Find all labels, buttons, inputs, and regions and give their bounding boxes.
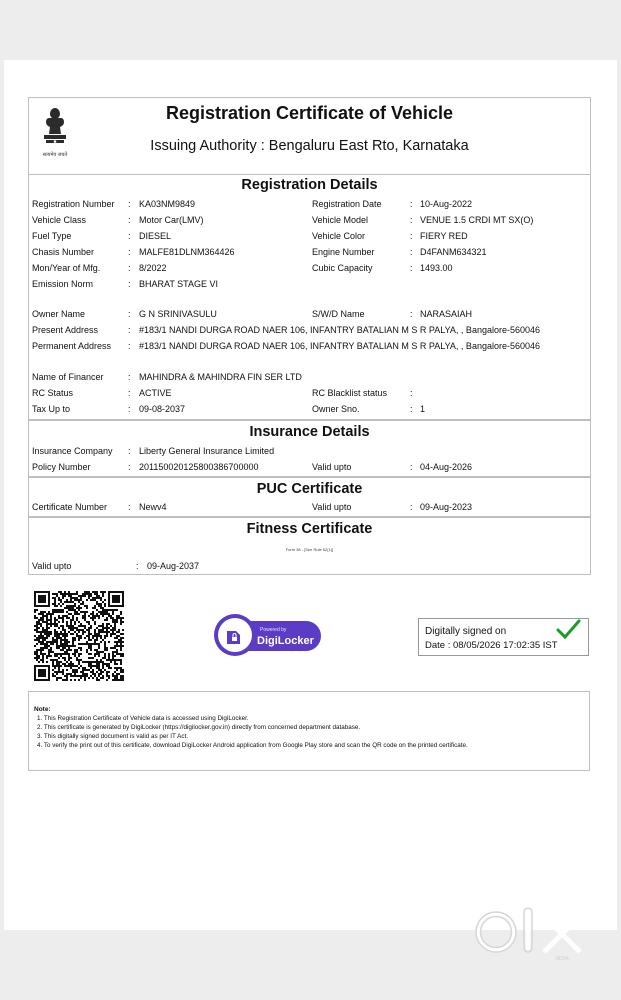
tax-upto: 09-08-2037 (139, 404, 186, 414)
notes-section (28, 691, 590, 771)
fitness-certificate-section (28, 517, 591, 575)
swd-name: NARASAIAH (420, 309, 473, 319)
permanent-address-label: Permanent Address (32, 341, 112, 351)
field-label: Emission Norm (32, 279, 94, 289)
svg-text:INDIA: INDIA (555, 956, 569, 962)
swd-label: S/W/D Name (312, 309, 365, 319)
rc-blacklist-label: RC Blacklist status (312, 388, 388, 398)
field-label: Chasis Number (32, 247, 95, 257)
tax-row: Tax Up to : 09-08-2037 Owner Sno. : 1 (32, 404, 426, 414)
field-label: Vehicle Class (32, 215, 87, 225)
puc-certificate-title: PUC Certificate (256, 481, 363, 497)
note-item: 2. This certificate is generated by DigiLocker (https://digilocker.gov.in) directly from concerned department database. (37, 724, 361, 731)
certificate-title: Registration Certificate of Vehicle (165, 103, 454, 123)
owner-name-label: Owner Name (32, 309, 86, 319)
check-icon (555, 619, 581, 641)
note-item: 4. To verify the print out of this certificate, download DigiLocker Android application from Google Play store and scan the QR code on the printed certificate. (37, 742, 468, 749)
fitness-valid-upto: 09-Aug-2037 (147, 561, 200, 571)
svg-text:सत्यमेव जयते: सत्यमेव जयते (42, 152, 68, 158)
signature-label: Digitally signed on (425, 626, 507, 637)
puc-valid-label: Valid upto (312, 502, 352, 512)
detail-row: Mon/Year of Mfg. : 8/2022 Cubic Capacity : 1493.00 (32, 263, 453, 273)
detail-row: Emission Norm : BHARAT STAGE VI (32, 279, 219, 289)
olx-watermark-logo (472, 904, 590, 962)
field-label: Engine Number (312, 247, 375, 257)
financer-label: Name of Financer (32, 372, 104, 382)
insurance-company: Liberty General Insurance Limited (139, 446, 275, 456)
insurance-details-section (28, 420, 591, 477)
permanent-address: #183/1 NANDI DURGA ROAD NAER 106, INFANTRY BATALIAN M S R PALYA, , Bangalore-560046 (139, 341, 540, 351)
insurance-valid-label: Valid upto (312, 462, 352, 472)
insurance-details-title: Insurance Details (249, 424, 370, 440)
issuing-authority: Issuing Authority : Bengaluru East Rto, Karnataka (150, 138, 469, 154)
fitness-valid-label: Valid upto (32, 561, 72, 571)
puc-cert-label: Certificate Number (32, 502, 108, 512)
owner-sno: 1 (420, 404, 426, 414)
insurance-valid-upto: 04-Aug-2026 (420, 462, 473, 472)
registration-details-section (28, 175, 591, 420)
form-rule-note: Form 38 - [See Rule 62(1)] (285, 547, 334, 552)
puc-certificate-section (28, 477, 591, 517)
rc-status-row: RC Status : ACTIVE RC Blacklist status : (32, 388, 413, 398)
financer-row: Name of Financer : MAHINDRA & MAHINDRA FIN SER LTD (32, 372, 302, 382)
field-value: FIERY RED (420, 231, 468, 241)
note-item: 3. This digitally signed document is valid as per IT Act. (37, 733, 188, 740)
svg-text:DigiLocker: DigiLocker (257, 635, 314, 647)
signature-date: Date : 08/05/2026 17:02:35 IST (425, 640, 558, 651)
detail-row: Fuel Type : DIESEL Vehicle Color : FIERY RED (32, 231, 468, 241)
detail-row: Registration Number : KA03NM9849 Registration Date : 10-Aug-2022 (32, 199, 473, 209)
owner-name: G N SRINIVASULU (139, 309, 217, 319)
insurance-company-row: Insurance Company : Liberty General Insurance Limited (32, 446, 275, 456)
field-value: Motor Car(LMV) (139, 215, 204, 225)
field-value: 8/2022 (139, 263, 167, 273)
field-label: Fuel Type (32, 231, 72, 241)
field-value: KA03NM9849 (139, 199, 196, 209)
field-value: DIESEL (139, 231, 172, 241)
detail-row: Vehicle Class : Motor Car(LMV) Vehicle Model : VENUE 1.5 CRDI MT SX(O) (32, 215, 534, 225)
field-label: Cubic Capacity (312, 263, 373, 273)
digilocker-badge (213, 613, 323, 657)
field-value: 10-Aug-2022 (420, 199, 473, 209)
field-value: VENUE 1.5 CRDI MT SX(O) (420, 215, 534, 225)
policy-row: Policy Number : 201150020125800386700000 Valid upto : 04-Aug-2026 (32, 462, 473, 472)
present-address-row: Present Address : #183/1 NANDI DURGA ROAD NAER 106, INFANTRY BATALIAN M S R PALYA, , Bangalore-560046 (32, 325, 540, 335)
digital-signature-box (418, 618, 589, 656)
puc-valid-upto: 09-Aug-2023 (420, 502, 473, 512)
permanent-address-row: Permanent Address : #183/1 NANDI DURGA ROAD NAER 106, INFANTRY BATALIAN M S R PALYA, , Bangalore-560046 (32, 341, 540, 351)
puc-cert-number: Newv4 (139, 502, 167, 512)
notes-title: Note: (34, 706, 51, 713)
svg-text:Powered by: Powered by (260, 627, 287, 633)
field-value: 1493.00 (420, 263, 453, 273)
note-item: 1. This Registration Certificate of Vehicle data is accessed using DigiLocker. (37, 715, 249, 722)
owner-row: Owner Name : G N SRINIVASULU S/W/D Name : NARASAIAH (32, 309, 473, 319)
owner-sno-label: Owner Sno. (312, 404, 360, 414)
fitness-row: Valid upto : 09-Aug-2037 (32, 561, 200, 571)
policy-label: Policy Number (32, 462, 91, 472)
field-value: D4FANM634321 (420, 247, 487, 257)
rc-status: ACTIVE (139, 388, 172, 398)
tax-label: Tax Up to (32, 404, 71, 414)
field-label: Vehicle Color (312, 231, 366, 241)
present-address: #183/1 NANDI DURGA ROAD NAER 106, INFANTRY BATALIAN M S R PALYA, , Bangalore-560046 (139, 325, 540, 335)
field-value: MALFE81DLNM364426 (139, 247, 235, 257)
financer-name: MAHINDRA & MAHINDRA FIN SER LTD (139, 372, 302, 382)
policy-number: 201150020125800386700000 (139, 462, 259, 472)
fitness-certificate-title: Fitness Certificate (246, 521, 373, 537)
certificate-header (28, 97, 591, 175)
field-label: Registration Date (312, 199, 382, 209)
field-value: BHARAT STAGE VI (139, 279, 219, 289)
puc-row: Certificate Number : Newv4 Valid upto : 09-Aug-2023 (32, 502, 473, 512)
rc-status-label: RC Status (32, 388, 74, 398)
detail-row: Chasis Number : MALFE81DLNM364426 Engine Number : D4FANM634321 (32, 247, 487, 257)
field-label: Registration Number (32, 199, 115, 209)
registration-details-title: Registration Details (241, 177, 378, 193)
present-address-label: Present Address (32, 325, 99, 335)
field-label: Vehicle Model (312, 215, 369, 225)
insurance-company-label: Insurance Company (32, 446, 113, 456)
qr-code[interactable] (34, 591, 124, 681)
field-label: Mon/Year of Mfg. (32, 263, 101, 273)
